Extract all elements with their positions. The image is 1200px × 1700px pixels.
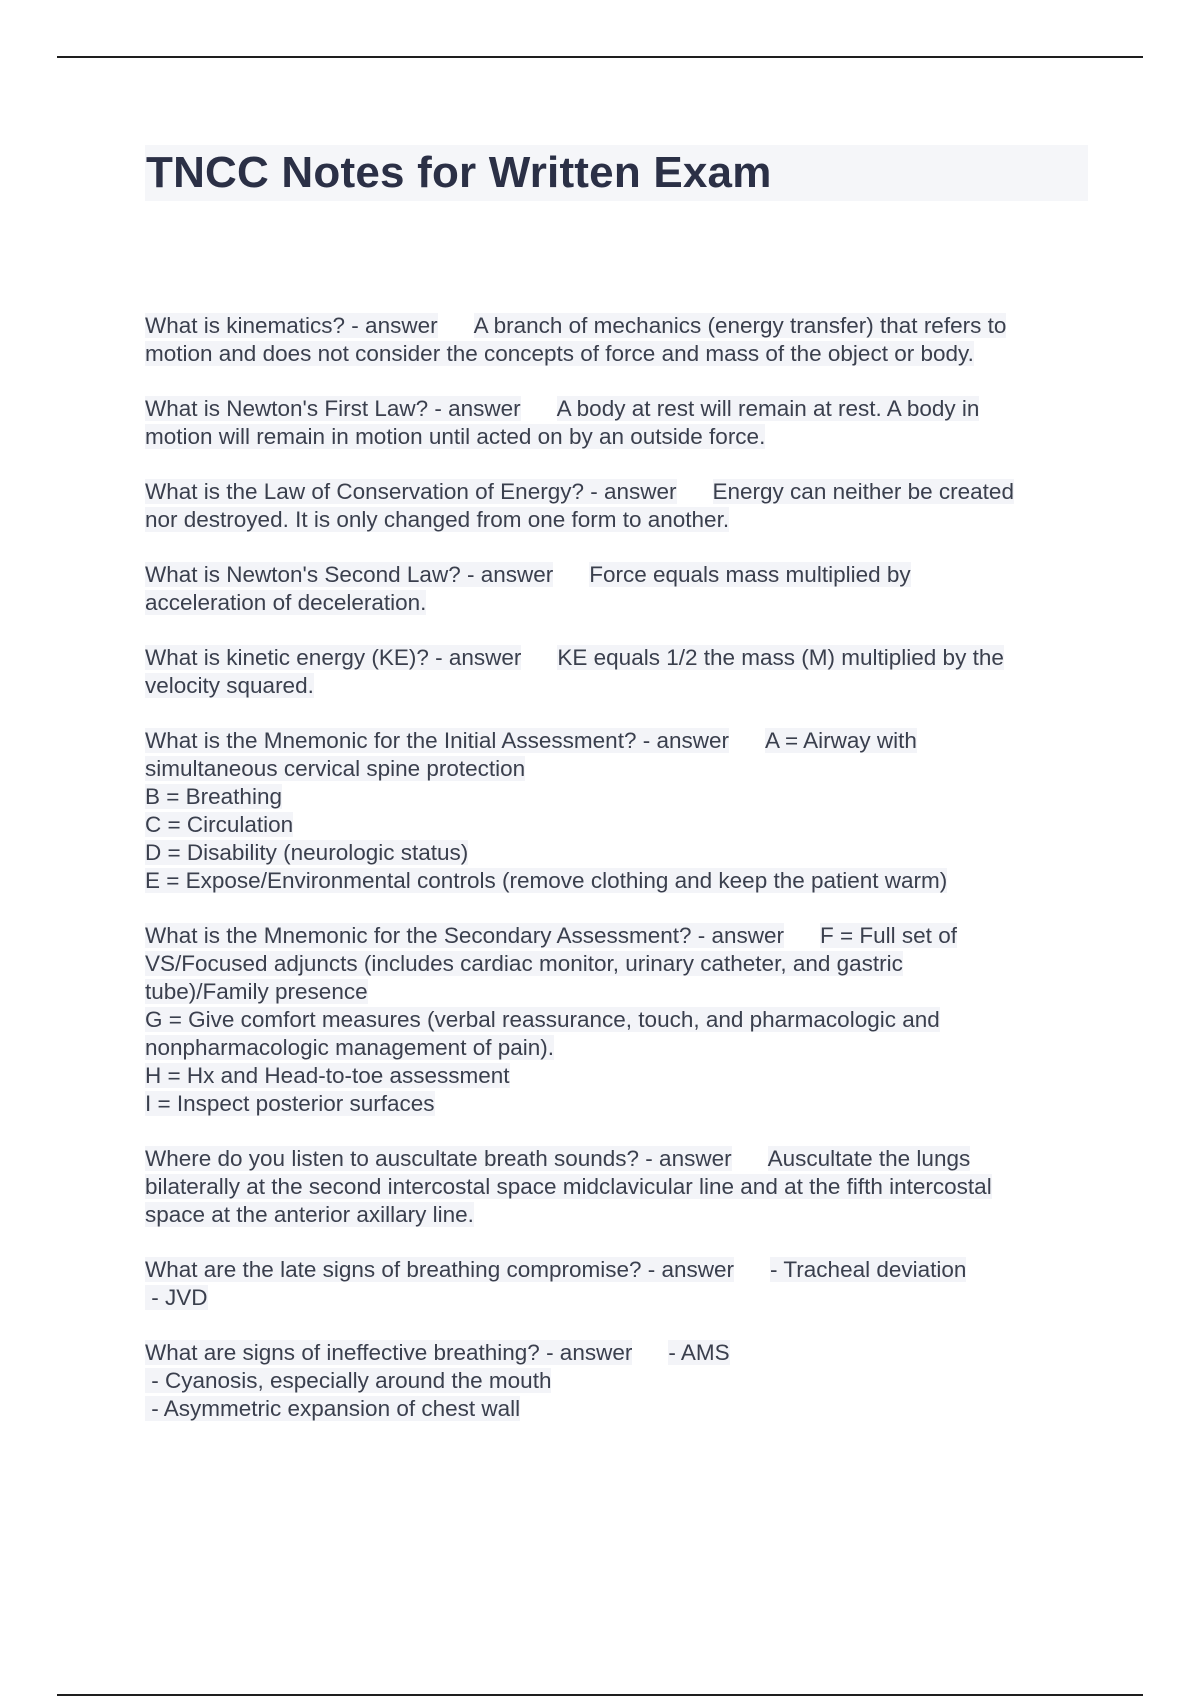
answer-text: A = Airway with	[765, 728, 917, 753]
qa-answer-line	[145, 506, 1088, 534]
answer-text: A branch of mechanics (energy transfer) that refers to	[473, 313, 1007, 338]
qa-answer-line	[145, 1395, 1088, 1423]
qa-item	[145, 1145, 1088, 1229]
answer-continuation: VS/Focused adjuncts (includes cardiac monitor, urinary catheter, and gastric	[145, 951, 903, 976]
qa-item	[145, 1256, 1088, 1312]
question-text: What are the late signs of breathing compromise? - answer	[145, 1257, 735, 1282]
question-text: Where do you listen to auscultate breath sounds? - answer	[145, 1146, 732, 1171]
qa-answer-line	[145, 1284, 1088, 1312]
answer-continuation: acceleration of deceleration.	[145, 590, 427, 615]
qa-answer-line	[145, 839, 1088, 867]
answer-text: F = Full set of	[820, 923, 957, 948]
answer-text: KE equals 1/2 the mass (M) multiplied by the	[557, 645, 1004, 670]
qa-answer-line	[145, 1173, 1088, 1201]
question-text: What is Newton's First Law? - answer	[145, 396, 521, 421]
answer-text: A body at rest will remain at rest. A body in	[556, 396, 980, 421]
qa-item	[145, 395, 1088, 451]
answer-continuation: motion will remain in motion until acted on by an outside force.	[145, 424, 766, 449]
question-text: What is the Law of Conservation of Energy? - answer	[145, 479, 677, 504]
answer-text: Auscultate the lungs	[767, 1146, 971, 1171]
answer-continuation: velocity squared.	[145, 673, 314, 698]
answer-continuation: space at the anterior axillary line.	[145, 1202, 474, 1227]
question-text: What is kinetic energy (KE)? - answer	[145, 645, 522, 670]
qa-answer-line	[145, 755, 1088, 783]
qa-answer-line	[145, 783, 1088, 811]
answer-continuation: motion and does not consider the concepts of force and mass of the object or body.	[145, 341, 974, 366]
qa-answer-line	[145, 1034, 1088, 1062]
qa-answer-line	[145, 811, 1088, 839]
answer-continuation: - JVD	[145, 1285, 208, 1310]
answer-continuation: nonpharmacologic management of pain).	[145, 1035, 554, 1060]
qa-answer-line	[145, 867, 1088, 895]
qa-answer-line	[145, 423, 1088, 451]
qa-item	[145, 478, 1088, 534]
answer-continuation: G = Give comfort measures (verbal reassurance, touch, and pharmacologic and	[145, 1007, 940, 1032]
answer-continuation: - Asymmetric expansion of chest wall	[145, 1396, 521, 1421]
qa-question-line	[145, 312, 1088, 340]
qa-question-line	[145, 561, 1088, 589]
qa-question-line	[145, 478, 1088, 506]
qa-question-line	[145, 1256, 1088, 1284]
qa-answer-line	[145, 672, 1088, 700]
qa-answer-line	[145, 589, 1088, 617]
answer-text: - Tracheal deviation	[770, 1257, 967, 1282]
answer-text: Force equals mass multiplied by	[589, 562, 911, 587]
qa-question-line	[145, 395, 1088, 423]
answer-continuation: E = Expose/Environmental controls (remove clothing and keep the patient warm)	[145, 868, 948, 893]
qa-question-line	[145, 922, 1088, 950]
qa-item	[145, 644, 1088, 700]
qa-item	[145, 561, 1088, 617]
answer-text: - AMS	[668, 1340, 730, 1365]
answer-continuation: I = Inspect posterior surfaces	[145, 1091, 435, 1116]
qa-question-line	[145, 644, 1088, 672]
answer-continuation: tube)/Family presence	[145, 979, 368, 1004]
answer-continuation: - Cyanosis, especially around the mouth	[145, 1368, 552, 1393]
qa-answer-line	[145, 950, 1088, 978]
question-text: What is kinematics? - answer	[145, 313, 438, 338]
qa-item	[145, 312, 1088, 368]
qa-item	[145, 727, 1088, 895]
bottom-divider	[57, 1694, 1143, 1696]
qa-item	[145, 1339, 1088, 1423]
answer-continuation: D = Disability (neurologic status)	[145, 840, 469, 865]
qa-question-line	[145, 727, 1088, 755]
answer-continuation: simultaneous cervical spine protection	[145, 756, 526, 781]
question-text: What is Newton's Second Law? - answer	[145, 562, 554, 587]
qa-question-line	[145, 1145, 1088, 1173]
question-text: What is the Mnemonic for the Secondary Assessment? - answer	[145, 923, 785, 948]
qa-answer-line	[145, 978, 1088, 1006]
title-block	[145, 145, 1088, 201]
qa-item	[145, 922, 1088, 1118]
question-text: What is the Mnemonic for the Initial Assessment? - answer	[145, 728, 729, 753]
answer-text: Energy can neither be created	[712, 479, 1014, 504]
qa-answer-line	[145, 340, 1088, 368]
qa-answer-line	[145, 1006, 1088, 1034]
question-text: What are signs of ineffective breathing? - answer	[145, 1340, 633, 1365]
qa-question-line	[145, 1339, 1088, 1367]
top-divider	[57, 56, 1143, 58]
answer-continuation: C = Circulation	[145, 812, 294, 837]
answer-continuation: B = Breathing	[145, 784, 282, 809]
answer-continuation: nor destroyed. It is only changed from one form to another.	[145, 507, 730, 532]
qa-answer-line	[145, 1062, 1088, 1090]
qa-answer-line	[145, 1367, 1088, 1395]
qa-answer-line	[145, 1090, 1088, 1118]
qa-answer-line	[145, 1201, 1088, 1229]
qa-list	[145, 312, 1088, 1450]
answer-continuation: H = Hx and Head-to-toe assessment	[145, 1063, 510, 1088]
answer-continuation: bilaterally at the second intercostal space midclavicular line and at the fifth intercostal	[145, 1174, 992, 1199]
page-title: TNCC Notes for Written Exam	[146, 148, 772, 197]
